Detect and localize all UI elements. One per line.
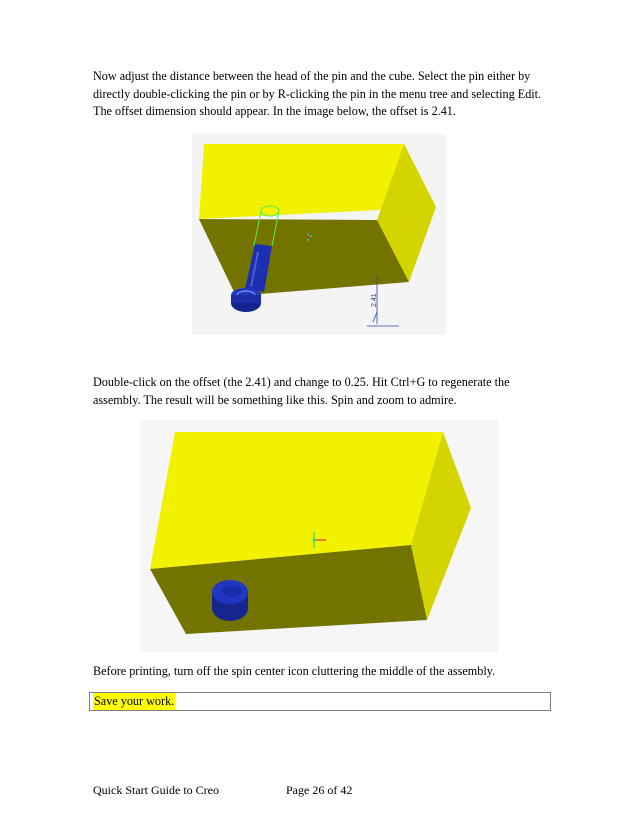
instruction-paragraph-adjust-offset: Now adjust the distance between the head of the pin and the cube. Select the pin either by directly double-clicking the pin or by R-clicking the pin in the menu tree and selecting Edit. The offset dimension should appear. In the image below, the offset is 2.41.: [93, 69, 542, 118]
cube-front-face: [199, 219, 409, 296]
figure-pin-offset-after: [140, 420, 498, 652]
instruction-paragraph-change-offset: Double-click on the offset (the 2.41) and change to 0.25. Hit Ctrl+G to regenerate the assembly. The result will be something like this. Spin and zoom to admire.: [93, 375, 510, 407]
instruction-paragraph-spin-center: Before printing, turn off the spin center icon cluttering the middle of the assembly.: [93, 664, 496, 678]
figure-pin-offset-before: [192, 134, 446, 335]
footer-page-number: Page 26 of 42: [286, 783, 353, 797]
offset-dimension-label[interactable]: 2.41: [371, 293, 378, 307]
footer-title: Quick Start Guide to Creo: [93, 783, 219, 797]
save-note: Save your work.: [94, 694, 175, 708]
pin-head: [212, 580, 248, 621]
save-note-box: [89, 692, 551, 711]
